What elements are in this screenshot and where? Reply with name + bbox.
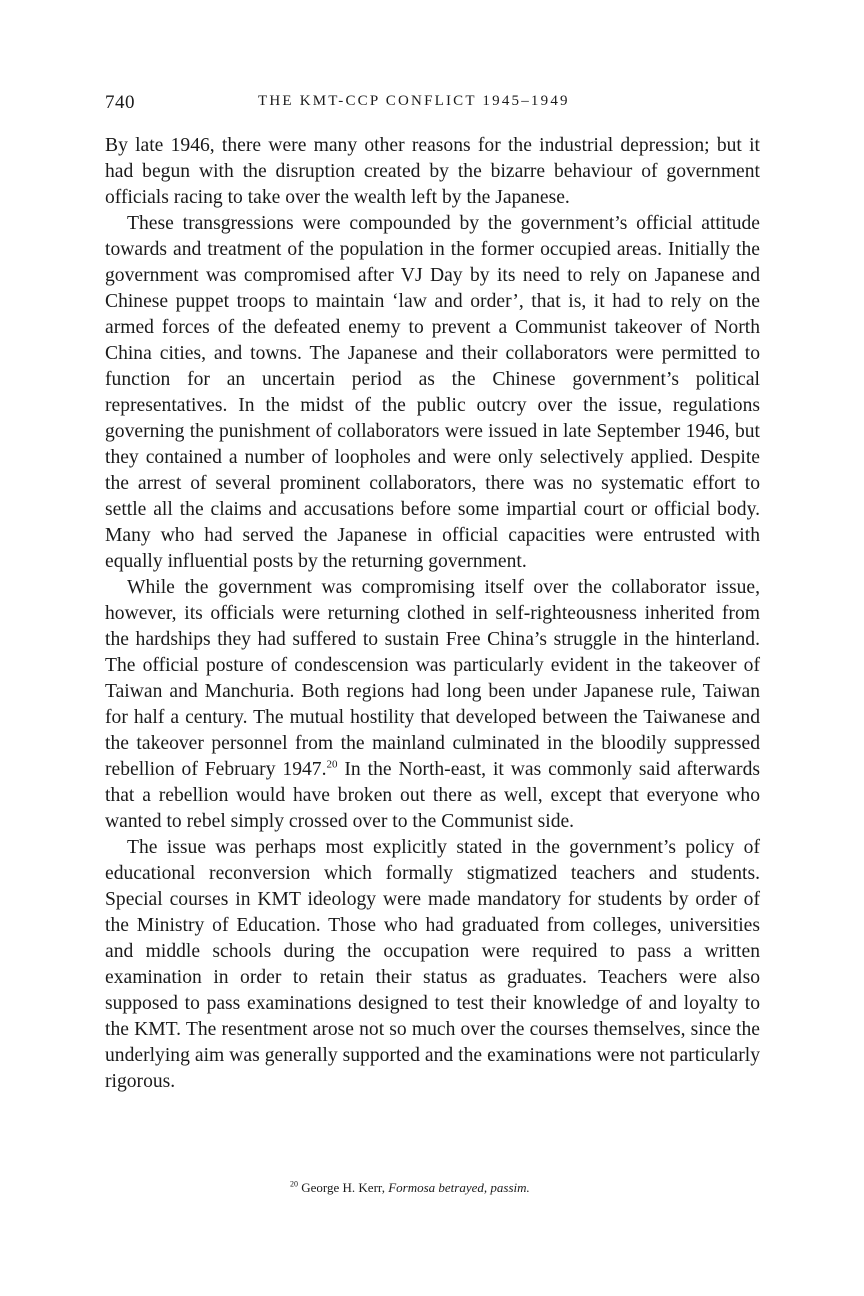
footnote-number: 20 [290, 1179, 298, 1189]
running-head: THE KMT-CCP CONFLICT 1945–1949 [258, 93, 570, 109]
paragraph: These transgressions were compounded by the government’s official attitude towards and treatment of the population in the former occupied areas. Initially the government was compromised after VJ Day by its need to rely on Japanese and Chinese puppet troops to maintain ‘law and order’, that is, it had to rely on the armed forces of the defeated enemy to prevent a Communist takeover of North China cities, and towns. The Japanese and their collaborators were permitted to function for an uncertain period as the Chinese government’s political representatives. In the midst of the public outcry over the issue, regulations governing the punishment of collaborators were issued in late September 1946, but they contained a number of loopholes and were only selectively applied. Despite the arrest of several prominent collaborators, there was no systematic effort to settle all the claims and accusations before some impartial court or official body. Many who had served the Japanese in official capacities were entrusted with equally influential posts by the returning government. [105, 213, 760, 572]
body-text [105, 133, 760, 1095]
paragraph: By late 1946, there were many other reasons for the industrial depression; but it had begun with the disruption created by the bizarre behaviour of government officials racing to take over the wealth left by the Japanese. [105, 135, 760, 208]
page-number: 740 [105, 92, 135, 113]
footnote-reference[interactable]: 20 [326, 758, 338, 771]
footnote-author: George H. Kerr, [301, 1180, 389, 1195]
footnote [290, 1180, 530, 1196]
footnote-title: Formosa betrayed, passim. [388, 1180, 530, 1195]
paragraph: The issue was perhaps most explicitly stated in the government’s policy of educational reconversion which formally stigmatized teachers and students. Special courses in KMT ideology were made mandatory for students by order of the Ministry of Education. Those who had graduated from colleges, universities and middle schools during the occupation were required to pass a written examination in order to retain their status as graduates. Teachers were also supposed to pass examinations designed to test their knowledge of and loyalty to the KMT. The resentment arose not so much over the courses themselves, since the underlying aim was generally supported and the examinations were not particularly rigorous. [105, 837, 760, 1092]
page-header [105, 92, 760, 116]
paragraph [105, 575, 760, 835]
paragraph-text: In the North-east, it was commonly said afterwards that a rebellion would have broken out there as well, except that everyone who wanted to rebel simply crossed over to the Communist side. [105, 759, 760, 832]
paragraph-text: While the government was compromising itself over the collaborator issue, however, its officials were returning clothed in self-righteousness inherited from the hardships they had suffered to sustain Free China’s struggle in the hinterland. The official posture of condescension was particularly evident in the takeover of Taiwan and Manchuria. Both regions had long been under Japanese rule, Taiwan for half a century. The mutual hostility that developed between the Taiwanese and the takeover personnel from the mainland culminated in the bloodily suppressed rebellion of February 1947. [105, 577, 760, 780]
